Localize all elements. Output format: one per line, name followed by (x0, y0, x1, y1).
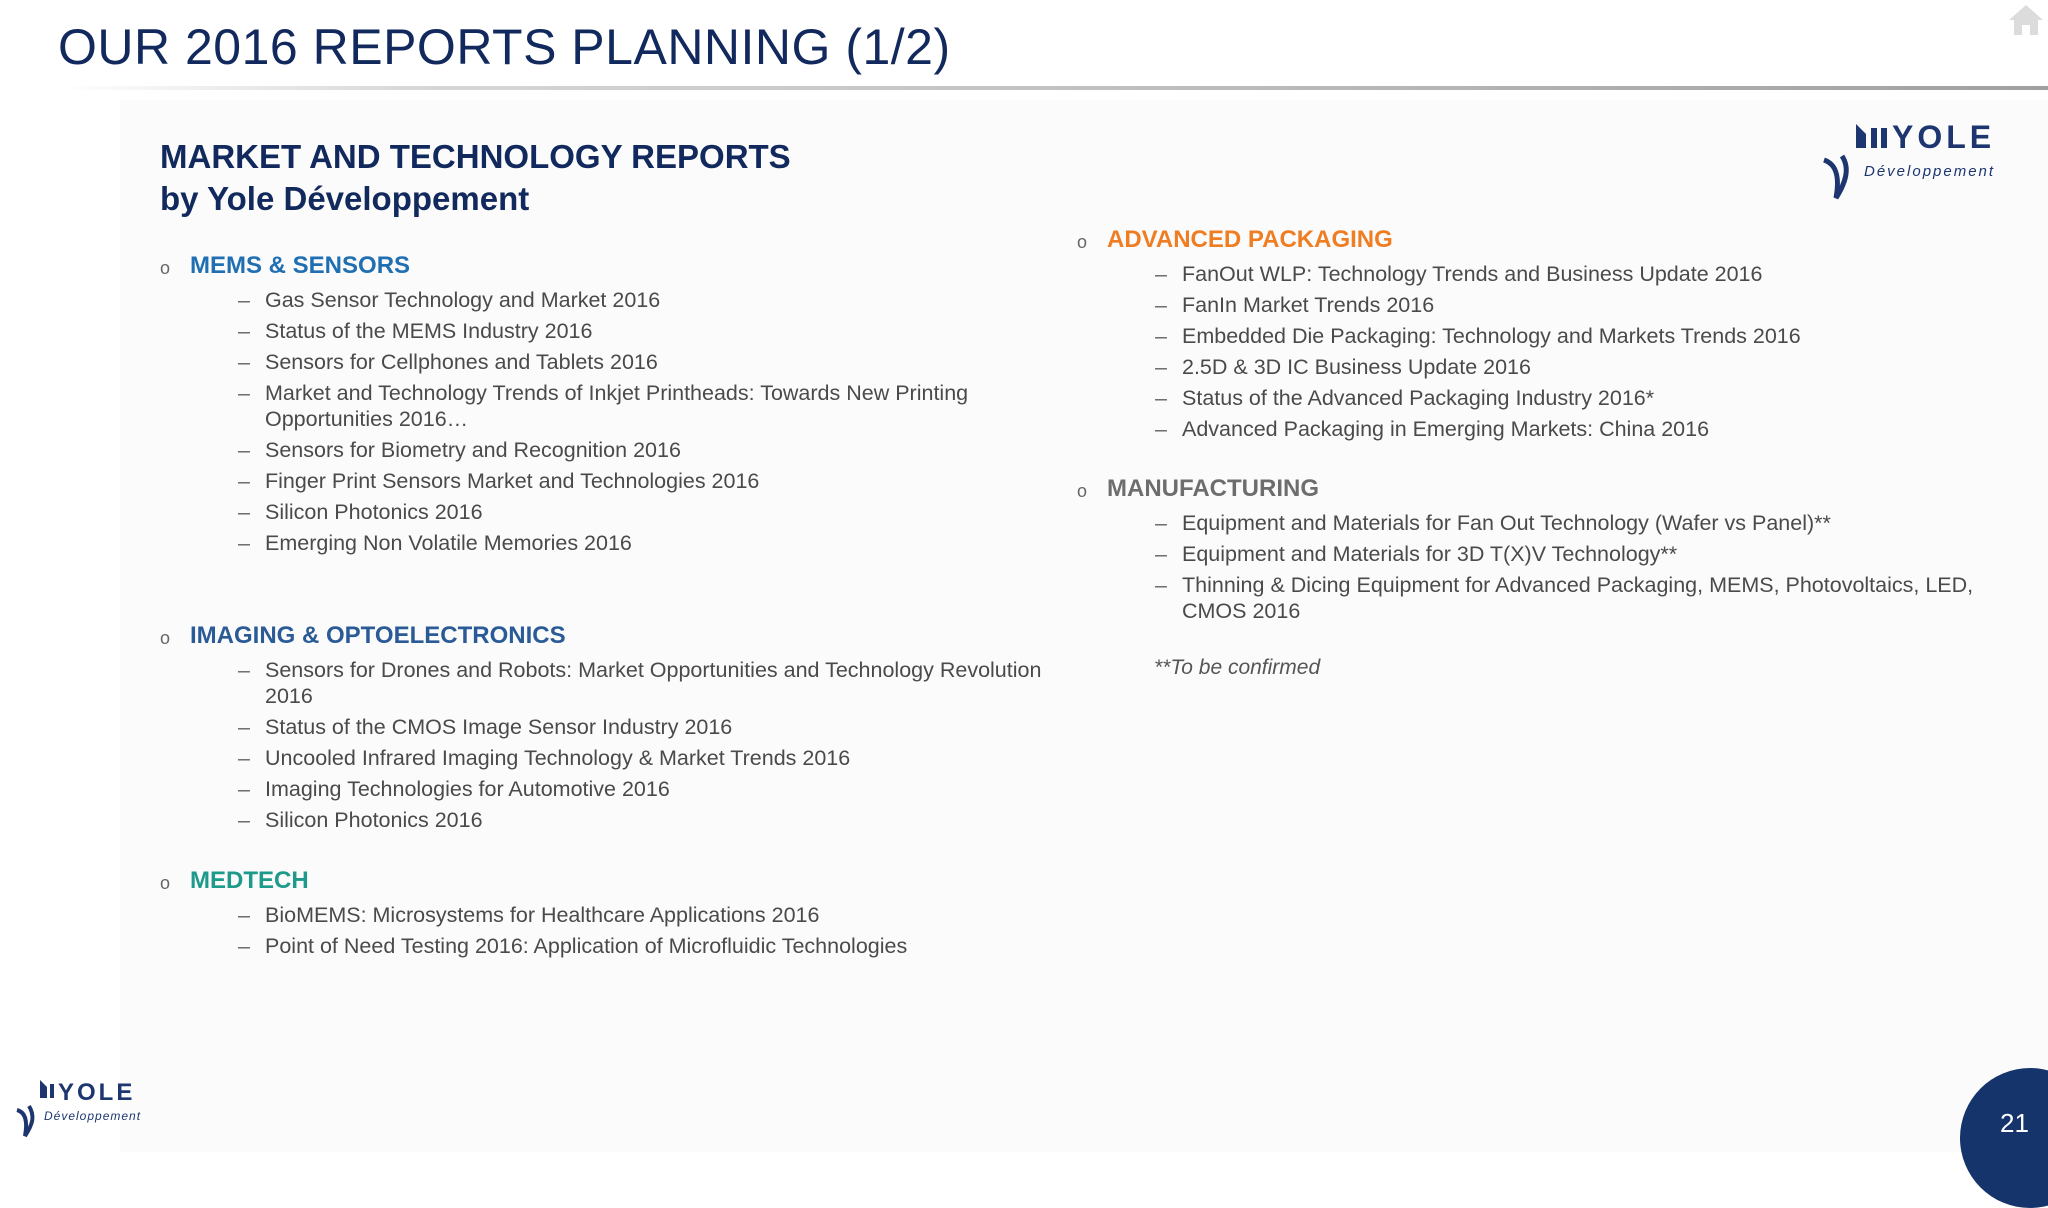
report-item (1077, 541, 1973, 567)
dash-icon: – (1155, 262, 1167, 286)
report-item-text: Status of the CMOS Image Sensor Industry 2016 (265, 715, 733, 739)
report-item-text: FanIn Market Trends 2016 (1182, 293, 1435, 317)
report-item-text: Status of the Advanced Packaging Industry 2016* (1182, 386, 1655, 410)
dash-icon: – (238, 500, 250, 524)
subtitle-line-1: MARKET AND TECHNOLOGY REPORTS (160, 138, 791, 175)
dash-icon: – (238, 746, 250, 770)
dash-icon: – (1155, 573, 1167, 597)
report-item (1077, 572, 1973, 624)
report-item (1077, 416, 1801, 442)
report-item (1077, 510, 1973, 536)
report-list (1077, 510, 1973, 624)
logo-tagline: Développement (1864, 163, 1996, 180)
report-item-text: Equipment and Materials for Fan Out Technology (Wafer vs Panel)** (1182, 511, 1831, 535)
report-item (160, 902, 907, 928)
report-item-text: Advanced Packaging in Emerging Markets: China 2016 (1182, 417, 1710, 441)
report-item (160, 318, 968, 344)
report-item-text: Market and Technology Trends of Inkjet Printheads: Towards New Printing (265, 381, 969, 405)
dash-icon: – (238, 469, 250, 493)
section-packaging (1077, 224, 1801, 442)
bullet-icon: o (160, 872, 171, 893)
report-item (1077, 323, 1801, 349)
report-item-text: Status of the MEMS Industry 2016 (265, 319, 593, 343)
yole-logo-bottom (14, 1074, 154, 1144)
report-list (160, 657, 1041, 833)
report-item-text: FanOut WLP: Technology Trends and Business Update 2016 (1182, 262, 1763, 286)
dash-icon: – (238, 808, 250, 832)
report-item-text: Gas Sensor Technology and Market 2016 (265, 288, 661, 312)
report-item-text: Emerging Non Volatile Memories 2016 (265, 531, 632, 555)
report-item-text: Embedded Die Packaging: Technology and Markets Trends 2016 (1182, 324, 1801, 348)
dash-icon: – (238, 438, 250, 462)
report-item (160, 287, 968, 313)
bullet-icon: o (160, 257, 171, 278)
report-item (160, 745, 1041, 771)
page-number: 21 (2000, 1108, 2029, 1138)
report-item (1077, 385, 1801, 411)
logo-wordmark: YOLE (1892, 119, 1996, 155)
report-item-text: Sensors for Cellphones and Tablets 2016 (265, 350, 658, 374)
report-list (1077, 261, 1801, 442)
dash-icon: – (238, 319, 250, 343)
dash-icon: – (238, 288, 250, 312)
report-item (160, 776, 1041, 802)
yole-logo-top (1820, 110, 2010, 210)
dash-icon: – (238, 350, 250, 374)
report-list (160, 287, 968, 556)
report-item-text: BioMEMS: Microsystems for Healthcare Applications 2016 (265, 903, 820, 927)
report-item-text: Sensors for Biometry and Recognition 2016 (265, 438, 681, 462)
confirmation-note: **To be confirmed (1154, 656, 1321, 679)
report-item-text: Opportunities 2016… (265, 407, 469, 431)
report-item-text: Point of Need Testing 2016: Application of Microfluidic Technologies (265, 934, 908, 958)
section-header (160, 250, 968, 282)
slide-title: OUR 2016 REPORTS PLANNING (1/2) (58, 19, 951, 75)
section-label: MEMS & SENSORS (190, 252, 411, 279)
report-item (160, 933, 907, 959)
dash-icon: – (238, 934, 250, 958)
section-medtech (160, 865, 907, 959)
bullet-icon: o (1077, 480, 1088, 501)
section-header (160, 865, 907, 897)
report-item (160, 530, 968, 556)
dash-icon: – (1155, 386, 1167, 410)
section-header (160, 620, 1041, 652)
dash-icon: – (1155, 355, 1167, 379)
dash-icon: – (1155, 293, 1167, 317)
report-list (160, 902, 907, 959)
bullet-icon: o (1077, 231, 1088, 252)
title-divider (58, 86, 2048, 90)
report-item-text: Finger Print Sensors Market and Technologies 2016 (265, 469, 760, 493)
report-item-text: 2.5D & 3D IC Business Update 2016 (1182, 355, 1531, 379)
dash-icon: – (1155, 542, 1167, 566)
dash-icon: – (238, 777, 250, 801)
report-item (1077, 292, 1801, 318)
dash-icon: – (238, 658, 250, 682)
section-manufacturing (1077, 473, 1973, 624)
section-header (1077, 224, 1801, 256)
report-item (160, 807, 1041, 833)
report-item-text: 2016 (265, 684, 313, 708)
subtitle-line-2: by Yole Développement (160, 180, 530, 217)
report-item (160, 468, 968, 494)
section-label: IMAGING & OPTOELECTRONICS (190, 622, 566, 649)
report-item-text: CMOS 2016 (1182, 599, 1301, 623)
report-item-text: Silicon Photonics 2016 (265, 808, 483, 832)
section-label: MANUFACTURING (1107, 475, 1319, 502)
report-item-text: Sensors for Drones and Robots: Market Opportunities and Technology Revolution (265, 658, 1042, 682)
report-item (1077, 261, 1801, 287)
home-icon[interactable] (2006, 2, 2046, 38)
report-item-text: Thinning & Dicing Equipment for Advanced Packaging, MEMS, Photovoltaics, LED, (1182, 573, 1974, 597)
report-item-text: Equipment and Materials for 3D T(X)V Technology** (1182, 542, 1678, 566)
dash-icon: – (1155, 324, 1167, 348)
report-item (160, 380, 968, 432)
logo-bottom-tagline: Développement (44, 1109, 142, 1123)
subtitle (160, 136, 791, 220)
dash-icon: – (238, 531, 250, 555)
logo-bottom-wordmark: YOLE (58, 1079, 136, 1106)
report-item (1077, 354, 1801, 380)
dash-icon: – (1155, 511, 1167, 535)
report-item (160, 657, 1041, 709)
dash-icon: – (238, 715, 250, 739)
report-item (160, 714, 1041, 740)
report-item-text: Imaging Technologies for Automotive 2016 (265, 777, 670, 801)
report-item (160, 499, 968, 525)
dash-icon: – (238, 381, 250, 405)
bullet-icon: o (160, 627, 171, 648)
section-header (1077, 473, 1973, 505)
section-imaging (160, 620, 1041, 833)
section-label: MEDTECH (190, 867, 309, 894)
section-label: ADVANCED PACKAGING (1107, 226, 1393, 253)
report-item (160, 349, 968, 375)
dash-icon: – (1155, 417, 1167, 441)
report-item-text: Silicon Photonics 2016 (265, 500, 483, 524)
dash-icon: – (238, 903, 250, 927)
section-mems (160, 250, 968, 556)
report-item-text: Uncooled Infrared Imaging Technology & Market Trends 2016 (265, 746, 851, 770)
report-item (160, 437, 968, 463)
